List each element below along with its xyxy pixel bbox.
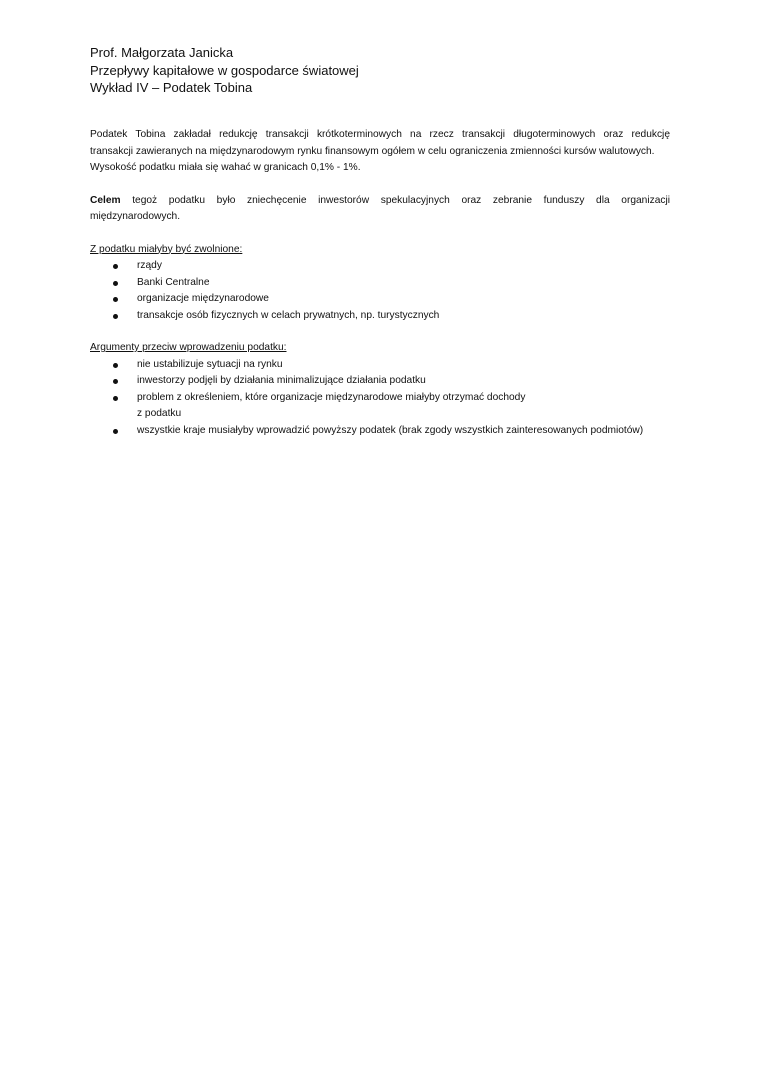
list-item-text: nie ustabilizuje sytuacji na rynku	[137, 358, 283, 370]
list-item	[90, 275, 670, 292]
list-item-text: problem z określeniem, które organizacje międzynarodowe miałyby otrzymać dochody	[137, 391, 526, 403]
list-item-text: rządy	[137, 260, 162, 271]
list-item	[90, 373, 670, 390]
intro-line-2: transakcji zawieranych na międzynarodowym rynku finansowym ogółem w celu ograniczenia zmienności kursów walutowych.	[90, 145, 655, 157]
intro-line-1: Podatek Tobina zakładał redukcję transakcji krótkoterminowych na rzecz transakcji długoterminowych oraz redukcję	[90, 129, 670, 140]
arguments-section-title: Argumenty przeciw wprowadzeniu podatku:	[90, 342, 287, 353]
document-body	[90, 127, 670, 439]
bullet-icon	[113, 264, 118, 269]
list-item	[90, 291, 670, 308]
exempt-list	[90, 258, 670, 324]
exempt-section-title: Z podatku miałyby być zwolnione:	[90, 243, 243, 255]
list-item-text: wszystkie kraje musiałyby wprowadzić powyższy podatek (brak zgody wszystkich zainteresowanych podmiotów)	[137, 424, 644, 436]
list-item	[90, 308, 670, 325]
goal-line-1-rest: tegoż podatku było zniechęcenie inwestorów spekulacyjnych oraz zebranie funduszy dla organizacji	[120, 194, 670, 206]
list-item	[90, 423, 670, 440]
list-item-text: transakcje osób fizycznych w celach prywatnych, np. turystycznych	[137, 309, 440, 321]
intro-line-3: Wysokość podatku miała się wahać w granicach 0,1% - 1%.	[90, 162, 361, 173]
lecture-title: Wykład IV – Podatek Tobina	[90, 80, 253, 95]
list-item	[90, 258, 670, 275]
bullet-icon	[113, 396, 118, 401]
goal-paragraph	[90, 193, 670, 226]
goal-line-2: międzynarodowych.	[90, 211, 181, 222]
arguments-list	[90, 357, 670, 440]
bullet-icon	[113, 363, 118, 368]
list-item-text: inwestorzy podjęli by działania minimalizujące działania podatku	[137, 375, 426, 386]
document-header	[90, 44, 690, 97]
list-item-continuation: z podatku	[137, 408, 182, 419]
course-title: Przepływy kapitałowe w gospodarce światowej	[90, 62, 359, 78]
list-item	[90, 357, 670, 374]
goal-bold-word: Celem	[90, 194, 121, 206]
bullet-icon	[113, 281, 118, 286]
list-item	[90, 390, 670, 423]
bullet-icon	[113, 379, 118, 384]
goal-line-1	[90, 193, 670, 210]
bullet-icon	[113, 429, 118, 434]
list-item-text: Banki Centralne	[137, 276, 210, 288]
bullet-icon	[113, 314, 118, 319]
bullet-icon	[113, 297, 118, 302]
author-line: Prof. Małgorzata Janicka	[90, 45, 234, 60]
intro-paragraph	[90, 127, 670, 177]
list-item-text: organizacje międzynarodowe	[137, 293, 269, 304]
